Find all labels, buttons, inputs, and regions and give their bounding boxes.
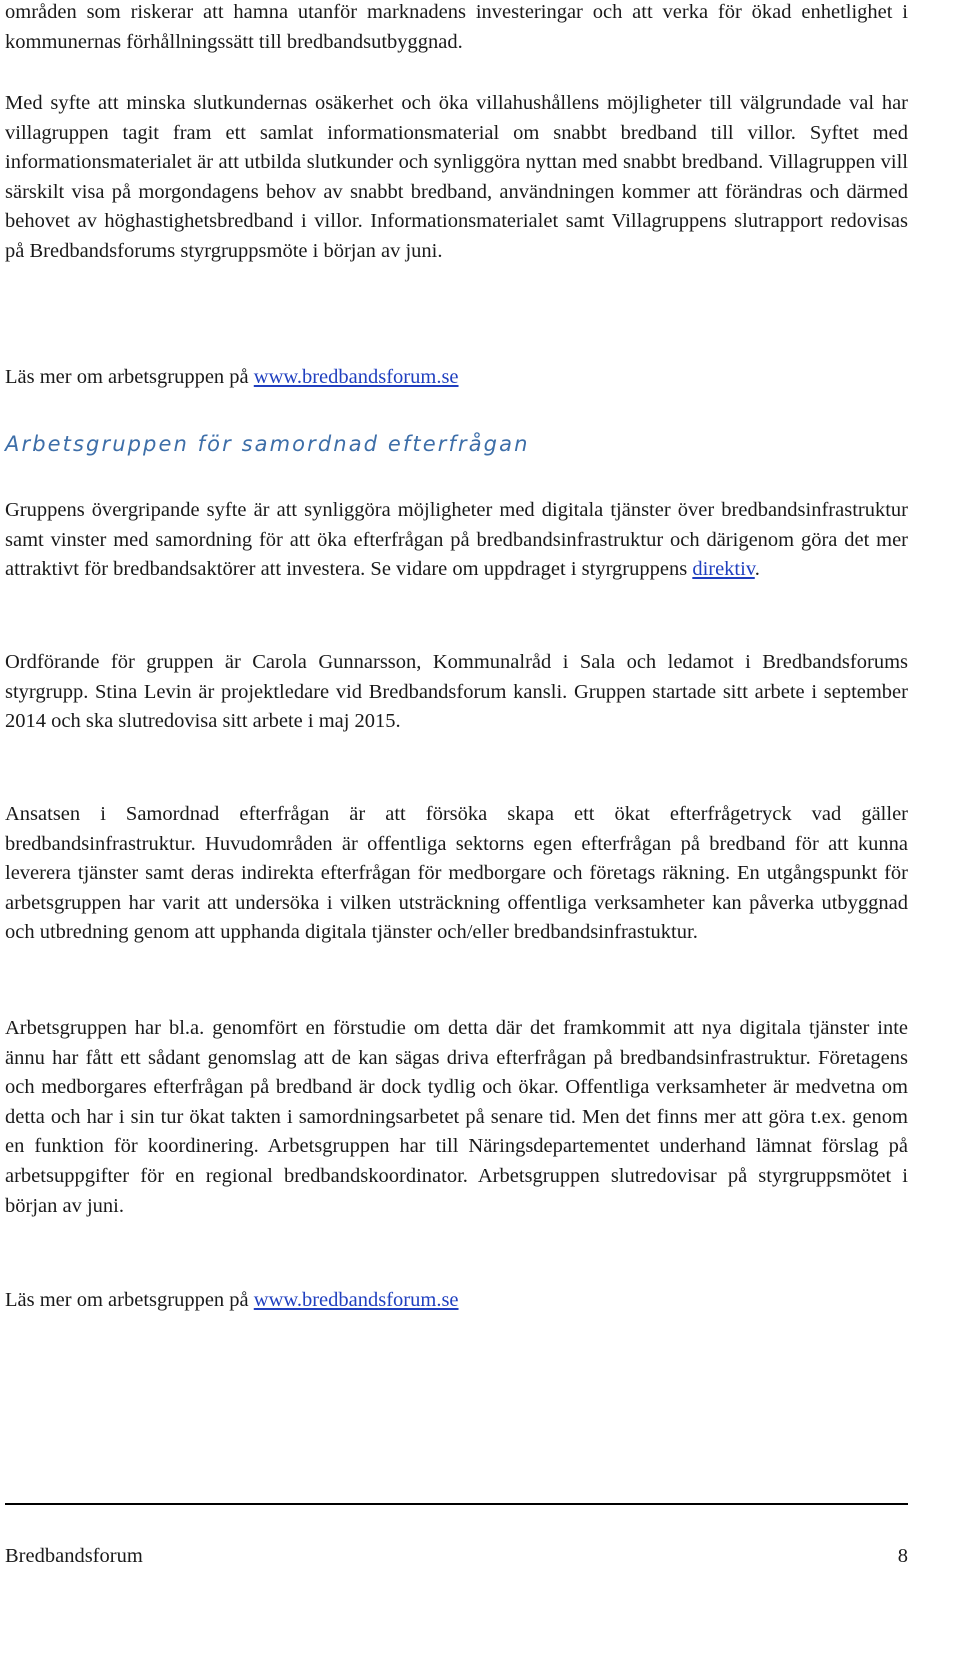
paragraph-chair: Ordförande för gruppen är Carola Gunnarsson, Kommunalråd i Sala och ledamot i Bredbandsforums styrgrupp. Stina Levin är projektledare vid Bredbandsforum kansli. Gruppen startade sitt arbete i september 2014 och ska slutredovisa sitt arbete i maj 2015. bbox=[5, 651, 908, 733]
read-more-text: Läs mer om arbetsgruppen på bbox=[5, 1289, 254, 1311]
read-more-text: Läs mer om arbetsgruppen på bbox=[5, 366, 254, 388]
direktiv-link[interactable]: direktiv bbox=[692, 558, 755, 581]
paragraph-approach: Ansatsen i Samordnad efterfrågan är att försöka skapa ett ökat efterfrågetryck vad gäller bredbandsinfrastruktur. Huvudområden är offentliga sektorns egen efterfrågan på bredband för att kunna leverera tjänster samt deras indirekta efterfrågan för medborgare och företags räkning. En utgångspunkt för arbetsgruppen har varit att undersöka i vilken utsträckning offentliga verksamheter kan påverka utbyggnad och utbredning genom att upphanda digitala tjänster och/eller bredbandsinfrastuktur. bbox=[5, 803, 908, 944]
page-footer bbox=[5, 1542, 908, 1571]
paragraph-prestudy: Arbetsgruppen har bl.a. genomfört en förstudie om detta där det framkommit att nya digitala tjänster inte ännu har fått ett sådant genomslag att de kan sägas driva efterfrågan på bredbandsinfrastruktur. Företagens och medborgares efterfrågan på bredband är dock tydlig och ökar. Offentliga verksamheter är medvetna om detta och har i sin tur ökat takten i samordningsarbetet på senare tid. Men det finns mer att göra t.ex. genom en funktion för koordinering. Arbetsgruppen har till Näringsdepartementet underhand lämnat förslag på arbetsuppgifter för en regional bredbandskoordinator. Arbetsgruppen slutredovisar på styrgruppsmötet i början av juni. bbox=[5, 1017, 908, 1217]
paragraph-read-more-villagruppen bbox=[5, 363, 459, 393]
paragraph-read-more-samordnad bbox=[5, 1286, 459, 1316]
purpose-end: . bbox=[754, 558, 760, 581]
paragraph-villagruppen: Med syfte att minska slutkundernas osäkerhet och öka villahushållens möjligheter till välgrundade val har villagruppen tagit fram ett samlat informationsmaterial om snabbt bredband till villor. Syftet med informationsmaterialet är att utbilda slutkunder och synliggöra nyttan med snabbt bredband. Villagruppen vill särskilt visa på morgondagens behov av snabbt bredband, användningen kommer att förändras och därmed behovet av höghastighetsbredband i villor. Informationsmaterialet samt Villagruppens slutrapport redovisas på Bredbandsforums styrgruppsmöte i början av juni. bbox=[5, 92, 908, 262]
footer-divider bbox=[5, 1503, 908, 1505]
paragraph-group-purpose bbox=[5, 496, 908, 585]
footer-title: Bredbandsforum bbox=[5, 1545, 143, 1567]
purpose-text: Gruppens övergripande syfte är att synliggöra möjligheter med digitala tjänster över bredbandsinfrastruktur samt vinster med samordning för att öka efterfrågan på bredbandsinfrastruktur och därigenom göra det mer attraktivt för bredbandsaktörer att investera. Se vidare om uppdraget i styrgruppens bbox=[5, 499, 908, 581]
section-heading: Arbetsgruppen för samordnad efterfrågan bbox=[5, 432, 530, 456]
page-number: 8 bbox=[897, 1545, 908, 1567]
bredbandsforum-link[interactable]: www.bredbandsforum.se bbox=[253, 1289, 459, 1311]
paragraph-intro-continuation: områden som riskerar att hamna utanför marknadens investeringar och att verka för ökad enhetlighet i kommunernas förhållningssätt till bredbandsutbyggnad. bbox=[5, 1, 908, 53]
bredbandsforum-link[interactable]: www.bredbandsforum.se bbox=[253, 366, 459, 388]
